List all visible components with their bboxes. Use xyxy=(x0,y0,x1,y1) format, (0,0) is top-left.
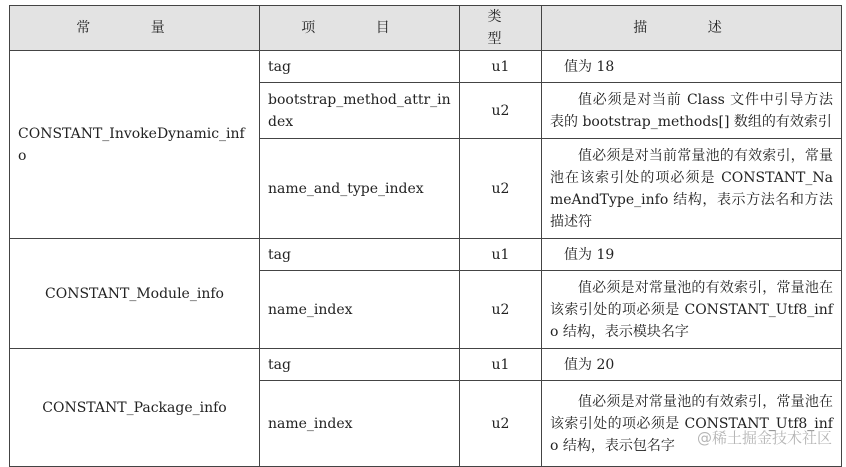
header-item: 项 目 xyxy=(260,6,460,51)
field-type: u2 xyxy=(460,83,542,139)
field-description: 值必须是对常量池的有效索引，常量池在该索引处的项必须是 CONSTANT_Utf8_info 结构，表示模块名字 xyxy=(542,271,842,349)
constant-pool-table xyxy=(9,5,842,467)
table-row xyxy=(10,239,842,271)
field-description: 值为 19 xyxy=(542,239,842,271)
field-type: u2 xyxy=(460,139,542,239)
field-description: 值必须是对当前常量池的有效索引，常量池在该索引处的项必须是 CONSTANT_NameAndType_info 结构，表示方法名和方法描述符 xyxy=(542,139,842,239)
header-row xyxy=(10,6,842,51)
header-type: 类 型 xyxy=(460,6,542,51)
field-description: 值必须是对常量池的有效索引，常量池在该索引处的项必须是 CONSTANT_Utf8_info 结构，表示包名字 xyxy=(542,381,842,467)
constant-name-package: CONSTANT_Package_info xyxy=(10,349,260,467)
field-type: u2 xyxy=(460,381,542,467)
field-item: tag xyxy=(260,51,460,83)
table-row xyxy=(10,349,842,381)
watermark-text: @稀土掘金技术社区 xyxy=(696,429,832,447)
field-item: name_and_type_index xyxy=(260,139,460,239)
field-item: tag xyxy=(260,349,460,381)
field-type: u1 xyxy=(460,349,542,381)
field-type: u1 xyxy=(460,51,542,83)
field-item: tag xyxy=(260,239,460,271)
field-description: 值必须是对当前 Class 文件中引导方法表的 bootstrap_methods[] 数组的有效索引 xyxy=(542,83,842,139)
field-item: name_index xyxy=(260,381,460,467)
field-description: 值为 20 xyxy=(542,349,842,381)
header-constant: 常 量 xyxy=(10,6,260,51)
field-item: name_index xyxy=(260,271,460,349)
field-type: u1 xyxy=(460,239,542,271)
constant-name-invokedynamic: CONSTANT_InvokeDynamic_info xyxy=(10,51,260,239)
header-description: 描 述 xyxy=(542,6,842,51)
field-item: bootstrap_method_attr_index xyxy=(260,83,460,139)
field-description: 值为 18 xyxy=(542,51,842,83)
table-row xyxy=(10,51,842,83)
field-type: u2 xyxy=(460,271,542,349)
constant-name-module: CONSTANT_Module_info xyxy=(10,239,260,349)
